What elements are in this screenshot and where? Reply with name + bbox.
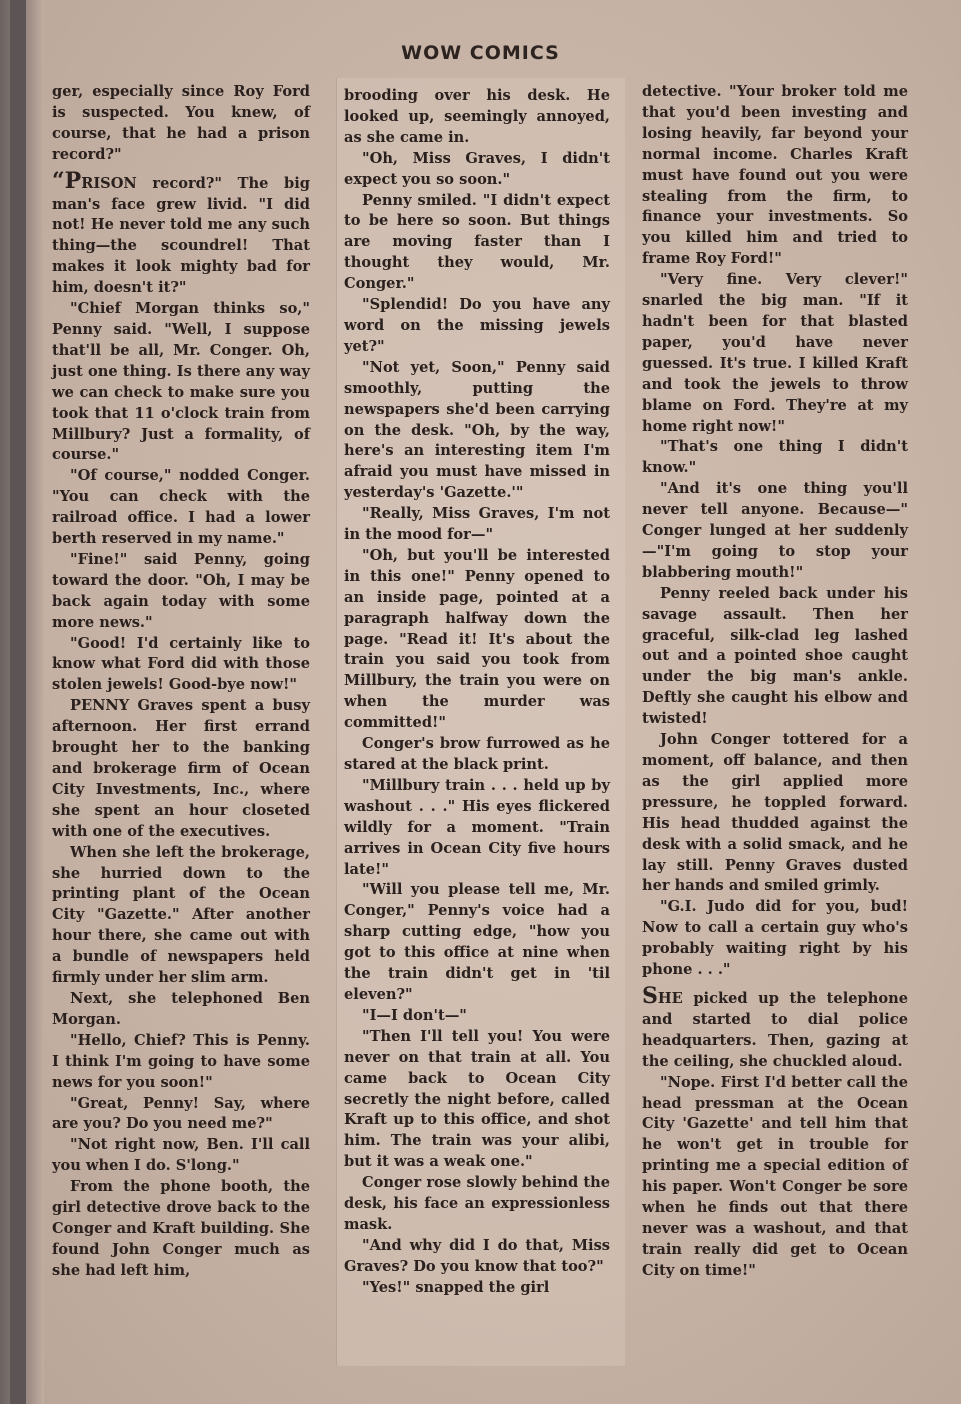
paragraph	[52, 550, 310, 634]
paragraph	[344, 358, 610, 504]
paragraph-text: "Great, Penny! Say, where are you? Do you need me?"	[52, 1094, 310, 1133]
text-column-1	[52, 82, 310, 1282]
paragraph-text: From the phone booth, the girl detective drove back to the Conger and Kraft building. She found John Conger much as she had left him,	[52, 1178, 310, 1279]
paragraph	[52, 696, 310, 842]
paragraph-text: "Oh, Miss Graves, I didn't expect you so soon."	[344, 149, 610, 188]
paragraph-text: "G.I. Judo did for you, bud! Now to call a certain guy who's probably waiting right by his phone . . ."	[642, 898, 908, 979]
paragraph	[642, 437, 908, 479]
paragraph-text: "Will you please tell me, Mr. Conger," Penny's voice had a sharp cutting edge, "how you got to this office at nine when the train didn't get in 'til eleven?"	[344, 881, 610, 1003]
paragraph-text: Next, she telephoned Ben Morgan.	[52, 989, 310, 1028]
paragraph-text: "Not yet, Soon," Penny said smoothly, putting the newspapers she'd been carrying on the desk. "Oh, by the way, here's an interesting item I'm afraid you must have missed in yesterday's 'Gazette.'"	[344, 358, 610, 502]
paragraph	[642, 584, 908, 730]
paragraph-text: John Conger tottered for a moment, off balance, and then as the girl applied more pressure, he toppled forward. His head thudded against the desk with a solid smack, and he lay still. Penny Graves dusted her hands and smiled grimly.	[642, 731, 908, 895]
paragraph-text: ger, especially since Roy Ford is suspected. You knew, of course, that he had a prison record?"	[52, 83, 310, 163]
paragraph-text: Penny smiled. "I didn't expect to be here so soon. But things are moving faster than I thought they would, Mr. Conger."	[344, 191, 610, 293]
paragraph-text: "Splendid! Do you have any word on the missing jewels yet?"	[344, 296, 610, 355]
paragraph	[52, 634, 310, 697]
text-column-2	[344, 86, 610, 1299]
paragraph-text: "Very fine. Very clever!" snarled the big man. "If it hadn't been for that blasted paper, you'd have never guessed. It's true. I killed Kraft and took the jewels to throw blame on Ford. They're at my home right now!"	[642, 271, 908, 435]
paragraph-text: Conger's brow furrowed as he stared at the black print.	[344, 735, 610, 773]
paragraph	[344, 504, 610, 546]
paragraph	[52, 82, 310, 166]
page-header: WOW COMICS	[401, 42, 560, 64]
paragraph	[344, 86, 610, 149]
paragraph-text: "I—I don't—"	[362, 1006, 467, 1024]
paragraph	[344, 295, 610, 358]
paragraph-text: "Nope. First I'd better call the head pressman at the Ocean City 'Gazette' and tell him that he won't get in trouble for printing me a special edition of his paper. Won't Conger be sore when he finds out that there never was a washout, and that train really did get to Ocean City on time!"	[642, 1073, 908, 1279]
paragraph-text: RISON record?" The big man's face grew livid. "I did not! He never told me any such thing—the scoundrel! That makes it look mighty bad for him, doesn't it?"	[52, 174, 310, 297]
paragraph-text: "Of course," nodded Conger. "You can check with the railroad office. I had a lower berth reserved in my name."	[52, 467, 310, 548]
paragraph-text: "Oh, but you'll be interested in this one!" Penny opened to an inside page, pointed at a paragraph halfway down the page. "Read it! It's about the train you said you took from Millbury, the train you were on when the murder was committed!"	[344, 546, 610, 732]
paragraph-text: "Yes!" snapped the girl	[362, 1278, 550, 1296]
paragraph-text: "Not right now, Ben. I'll call you when I do. S'long."	[52, 1136, 310, 1175]
paragraph-text: brooding over his desk. He looked up, seemingly annoyed, as she came in.	[344, 87, 610, 146]
drop-cap: “P	[52, 167, 82, 194]
paragraph-text: "And it's one thing you'll never tell anyone. Because—" Conger lunged at her suddenly—"I'm going to stop your blabbering mouth!"	[642, 480, 908, 581]
paragraph-text: "Millbury train . . . held up by washout . . ." His eyes flickered wildly for a moment. "Train arrives in Ocean City five hours late!"	[344, 776, 610, 878]
paragraph	[344, 1278, 610, 1299]
paragraph-text: "Good! I'd certainly like to know what Ford did with those stolen jewels! Good-bye now!"	[52, 634, 310, 694]
paragraph-text: HE picked up the telephone and started to dial police headquarters. Then, gazing at the ceiling, she chuckled aloud.	[642, 989, 908, 1070]
paragraph-text: PENNY Graves spent a busy afternoon. Her first errand brought her to the banking and brokerage firm of Ocean City Investments, Inc., where she spent an hour closeted with one of the executives.	[52, 697, 310, 840]
paragraph-text: Conger rose slowly behind the desk, his face an expressionless mask.	[344, 1174, 610, 1233]
paragraph-text: "That's one thing I didn't know."	[642, 438, 908, 477]
paragraph-text: detective. "Your broker told me that you'd been investing and losing heavily, far beyond your normal income. Charles Kraft must have found out you were stealing from the firm, to finance your investments. So you killed him and tried to frame Roy Ford!"	[642, 83, 908, 268]
paragraph	[642, 1073, 908, 1282]
paragraph	[52, 1094, 310, 1136]
text-column-3	[642, 82, 908, 1282]
paragraph-text: "Really, Miss Graves, I'm not in the mood for—"	[344, 505, 610, 544]
paragraph	[642, 82, 908, 270]
paragraph	[344, 191, 610, 296]
paragraph	[344, 776, 610, 881]
paragraph	[344, 546, 610, 734]
paragraph	[642, 479, 908, 584]
paragraph	[344, 880, 610, 1005]
paragraph	[52, 1031, 310, 1094]
paragraph-text: "Then I'll tell you! You were never on that train at all. You came back to Ocean City secretly the night before, called Kraft up to this office, and shot him. The train was your alibi, but it was a weak one."	[344, 1027, 610, 1171]
paragraph-text: "Hello, Chief? This is Penny. I think I'm going to have some news for you soon!"	[52, 1031, 310, 1091]
paragraph	[344, 1006, 610, 1027]
paragraph	[52, 1177, 310, 1282]
paragraph	[52, 299, 310, 466]
paragraph	[642, 982, 908, 1073]
paragraph	[344, 1236, 610, 1278]
paragraph	[52, 843, 310, 989]
drop-cap: S	[642, 982, 658, 1009]
paragraph	[344, 734, 610, 776]
paragraph	[52, 167, 310, 299]
paragraph	[642, 897, 908, 981]
paragraph	[52, 989, 310, 1031]
paragraph	[344, 1173, 610, 1236]
paragraph	[52, 466, 310, 550]
paragraph	[52, 1135, 310, 1177]
paragraph-text: When she left the brokerage, she hurried down to the printing plant of the Ocean City "Gazette." After another hour there, she came out with a bundle of newspapers held firmly under her slim arm.	[52, 843, 310, 987]
paragraph	[642, 730, 908, 897]
paragraph	[344, 149, 610, 191]
paragraph	[344, 1027, 610, 1173]
paragraph-text: "And why did I do that, Miss Graves? Do you know that too?"	[344, 1236, 610, 1275]
paragraph-text: "Fine!" said Penny, going toward the door. "Oh, I may be back again today with some more news."	[52, 550, 310, 631]
paragraph-text: "Chief Morgan thinks so," Penny said. "Well, I suppose that'll be all, Mr. Conger. Oh, just one thing. Is there any way we can check to make sure you took that 11 o'clock train from Millbury? Just a formality, of course."	[52, 300, 310, 464]
binding-spine-shadow	[10, 0, 26, 1404]
paragraph-text: Penny reeled back under his savage assault. Then her graceful, silk-clad leg lashed out and a pointed shoe caught under the big man's ankle. Deftly she caught his elbow and twisted!	[642, 584, 908, 728]
paragraph	[642, 270, 908, 437]
